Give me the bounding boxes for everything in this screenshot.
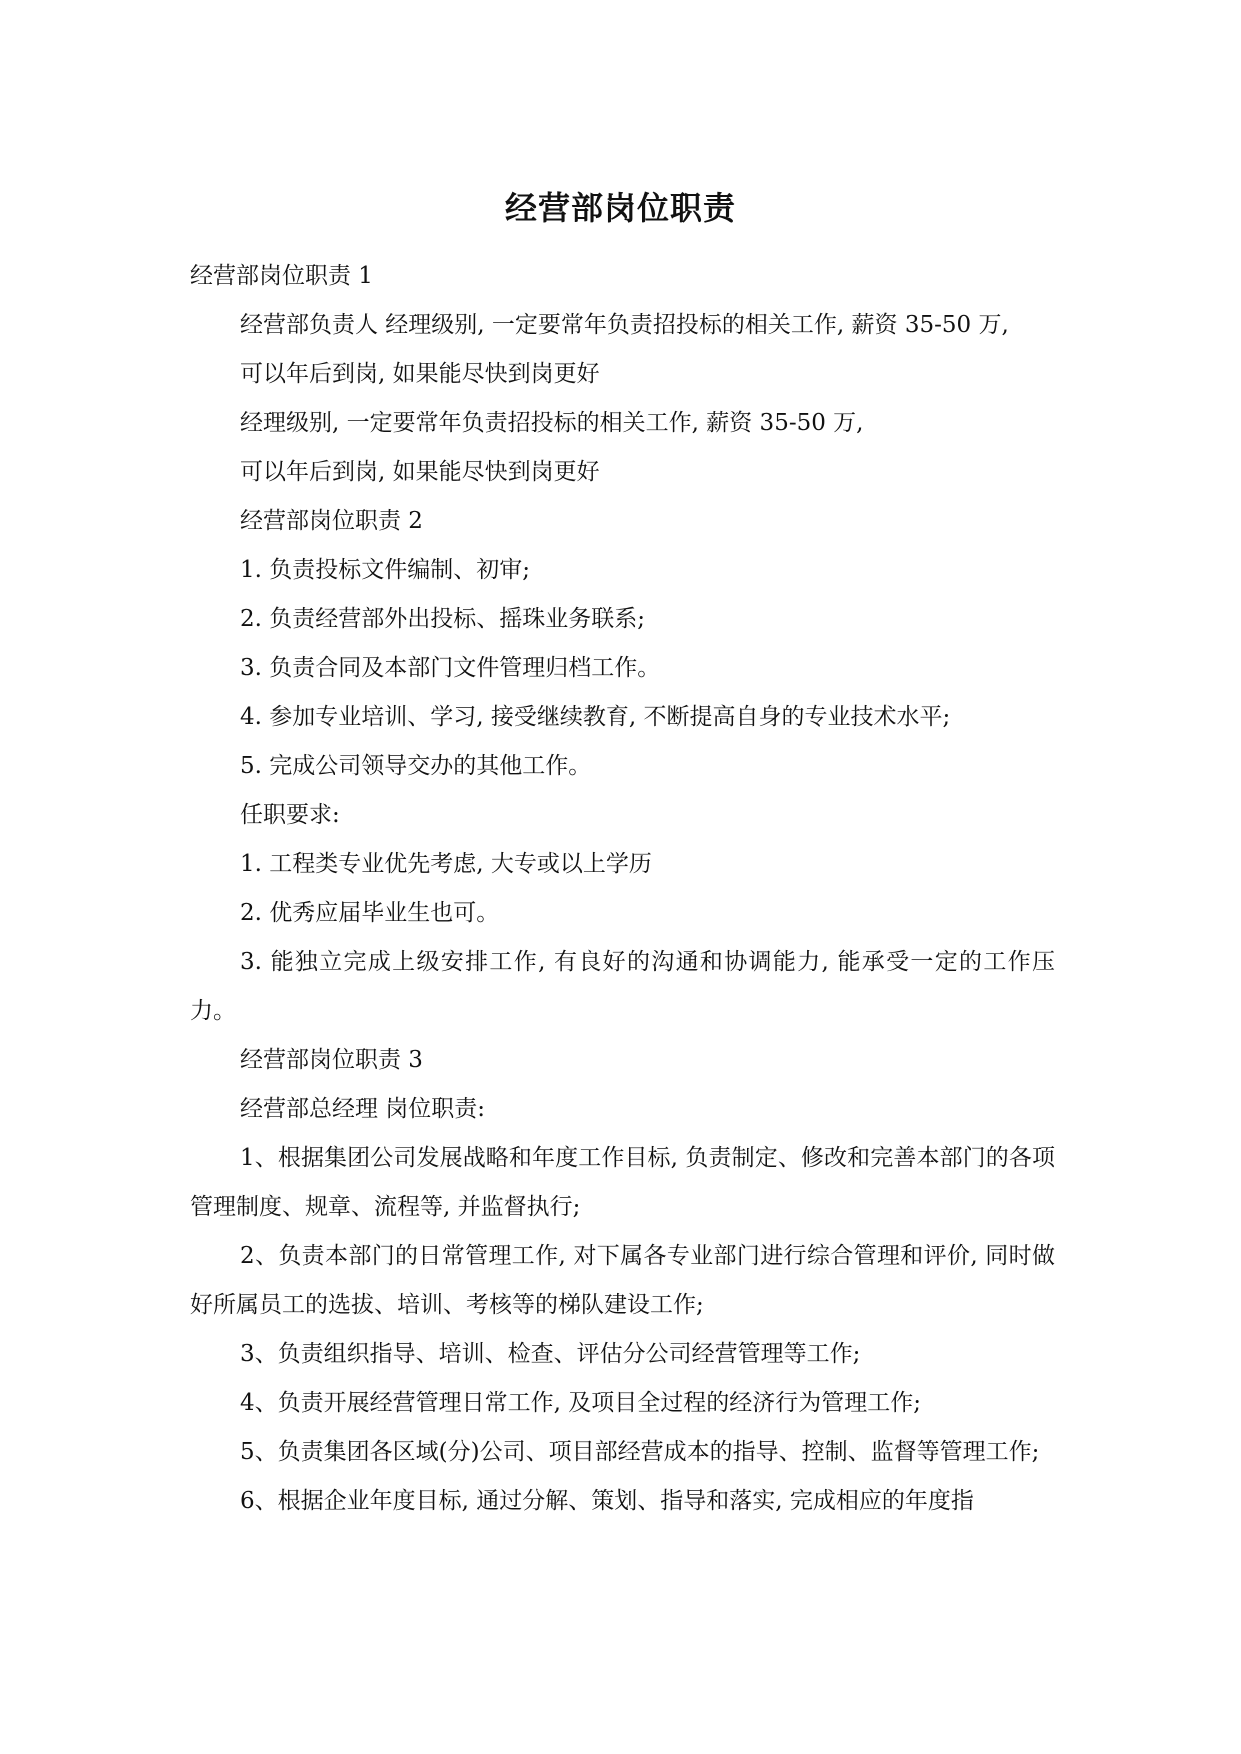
document-body — [190, 252, 1055, 1526]
paragraph: 经营部负责人 经理级别, 一定要常年负责招投标的相关工作, 薪资 35-50 万, — [240, 312, 1009, 338]
paragraph-section-heading-1: 经营部岗位职责 1 — [190, 263, 373, 289]
paragraph-section-heading-3: 经营部岗位职责 3 — [240, 1047, 423, 1073]
paragraph: 可以年后到岗, 如果能尽快到岗更好 — [240, 459, 600, 485]
paragraph-requirements-heading: 任职要求: — [240, 802, 340, 828]
list-item: 6、根据企业年度目标, 通过分解、策划、指导和落实, 完成相应的年度指 — [240, 1488, 974, 1514]
list-item: 4. 参加专业培训、学习, 接受继续教育, 不断提高自身的专业技术水平; — [240, 704, 951, 730]
list-item: 2. 优秀应届毕业生也可。 — [240, 900, 500, 926]
list-item: 3. 负责合同及本部门文件管理归档工作。 — [240, 655, 661, 681]
list-item: 1、根据集团公司发展战略和年度工作目标, 负责制定、修改和完善本部门的各项管理制度、规章、流程等, 并监督执行; — [190, 1145, 1055, 1220]
paragraph: 可以年后到岗, 如果能尽快到岗更好 — [240, 361, 600, 387]
list-item: 2. 负责经营部外出投标、摇珠业务联系; — [240, 606, 646, 632]
list-item: 3、负责组织指导、培训、检查、评估分公司经营管理等工作; — [240, 1341, 861, 1367]
list-item: 4、负责开展经营管理日常工作, 及项目全过程的经济行为管理工作; — [240, 1390, 922, 1416]
list-item: 3. 能独立完成上级安排工作, 有良好的沟通和协调能力, 能承受一定的工作压力。 — [190, 949, 1055, 1024]
list-item: 1. 工程类专业优先考虑, 大专或以上学历 — [240, 851, 652, 877]
document-title: 经营部岗位职责 — [504, 189, 736, 227]
paragraph-section-heading-2: 经营部岗位职责 2 — [240, 508, 423, 534]
paragraph: 经理级别, 一定要常年负责招投标的相关工作, 薪资 35-50 万, — [240, 410, 864, 436]
list-item: 5. 完成公司领导交办的其他工作。 — [240, 753, 592, 779]
list-item: 1. 负责投标文件编制、初审; — [240, 557, 531, 583]
list-item: 2、负责本部门的日常管理工作, 对下属各专业部门进行综合管理和评价, 同时做好所属员工的选拔、培训、考核等的梯队建设工作; — [190, 1243, 1055, 1318]
list-item: 5、负责集团各区域(分)公司、项目部经营成本的指导、控制、监督等管理工作; — [240, 1439, 1040, 1465]
paragraph: 经营部总经理 岗位职责: — [240, 1096, 486, 1122]
